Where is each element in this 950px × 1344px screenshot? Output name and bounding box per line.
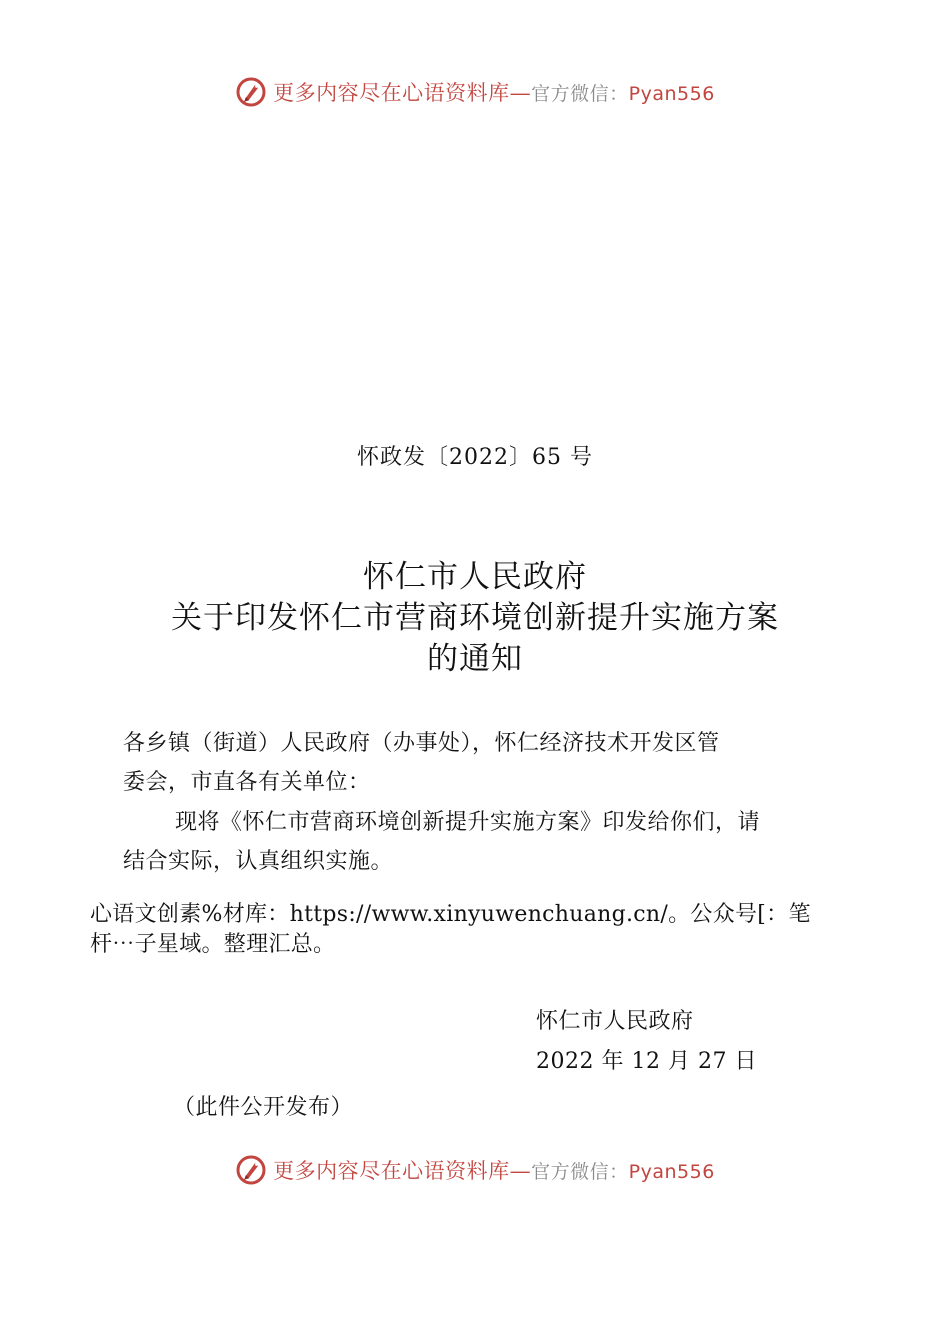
banner-official-label: 官方微信： (531, 1161, 629, 1183)
banner-wechat-id: Pyan556 (628, 1161, 715, 1183)
banner-text (273, 77, 715, 107)
watermark-note-line-2: 杆⋯子星域。整理汇总。 (90, 932, 336, 957)
addressee-line-2: 委会，市直各有关单位： (123, 770, 371, 795)
signature-organization: 怀仁市人民政府 (536, 1009, 694, 1034)
public-release-note: （此件公开发布） (173, 1095, 354, 1120)
title-line-2: 关于印发怀仁市营商环境创新提升实施方案 (171, 600, 779, 636)
body-line-2: 结合实际，认真组织实施。 (123, 849, 394, 874)
title-line-3: 的通知 (427, 641, 523, 677)
watermark-note-line-1: 心语文创素%材库：https://www.xinyuwenchuang.cn/。公众号[：笔 (90, 902, 811, 927)
banner-content (235, 1154, 715, 1186)
addressee (123, 724, 823, 802)
banner-main-text: 更多内容尽在心语资料库 (273, 81, 510, 105)
title-line-1: 怀仁市人民政府 (363, 559, 587, 595)
banner-text (273, 1155, 715, 1185)
pen-nib-circle-icon (235, 1154, 267, 1186)
bottom-banner (0, 1150, 950, 1190)
banner-dash: — (509, 81, 532, 105)
signature-date: 2022 年 12 月 27 日 (536, 1049, 757, 1074)
banner-official-label: 官方微信： (531, 83, 629, 105)
banner-wechat-id: Pyan556 (628, 83, 715, 105)
document-number: 怀政发〔2022〕65 号 (357, 445, 593, 470)
addressee-line-1: 各乡镇（街道）人民政府（办事处），怀仁经济技术开发区管 (123, 731, 720, 756)
pen-nib-circle-icon (235, 76, 267, 108)
document-title (0, 557, 950, 680)
banner-main-text: 更多内容尽在心语资料库 (273, 1159, 510, 1183)
watermark-note (90, 900, 870, 960)
banner-dash: — (509, 1159, 532, 1183)
body-line-1: 现将《怀仁市营商环境创新提升实施方案》印发给你们，请 (175, 810, 761, 835)
body-paragraph (123, 803, 823, 881)
top-banner (0, 72, 950, 112)
banner-content (235, 76, 715, 108)
